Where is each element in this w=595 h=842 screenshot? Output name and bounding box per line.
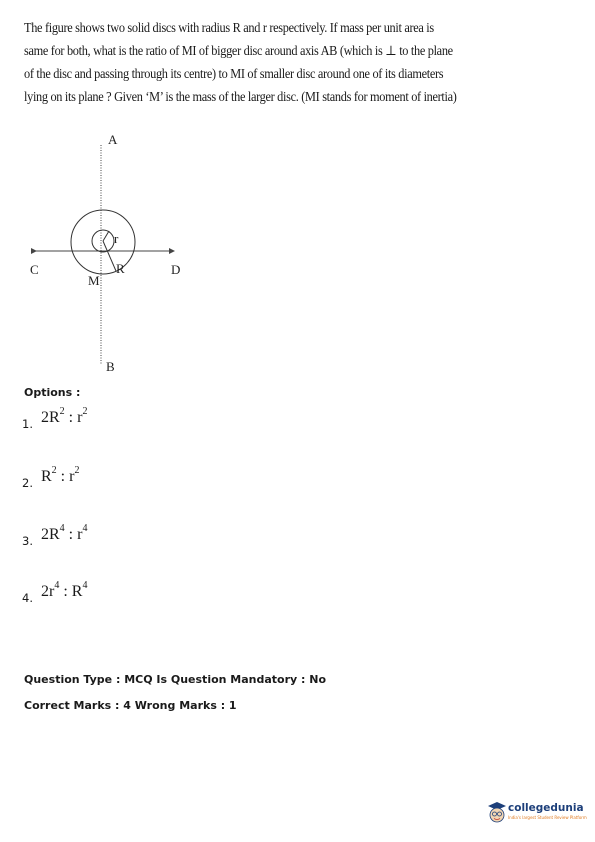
options-title: Options :: [24, 386, 81, 399]
mascot-icon: [486, 800, 508, 826]
disc-figure: [0, 0, 595, 400]
option-number: 2.: [22, 476, 33, 490]
logo-name: collegedunia: [508, 802, 584, 814]
option-number: 3.: [22, 534, 33, 548]
question-meta-type: Question Type : MCQ Is Question Mandatory : No: [24, 673, 327, 686]
label-r-small: r: [114, 231, 119, 246]
collegedunia-logo: [486, 800, 586, 826]
option-2[interactable]: [22, 465, 80, 490]
label-c: C: [30, 262, 39, 277]
question-meta-marks: Correct Marks : 4 Wrong Marks : 1: [24, 699, 237, 712]
option-3[interactable]: [22, 523, 88, 548]
option-expression: $2r^4$ : $R^4$: [40, 580, 88, 600]
label-m: M: [88, 273, 100, 288]
label-r-big: R: [116, 261, 125, 276]
radius-r-line: [103, 231, 109, 241]
option-4[interactable]: [22, 580, 88, 605]
question-line: same for both, what is the ratio of MI of bigger disc around axis AB (which is ⊥ to the plane: [24, 43, 453, 58]
question-line: lying on its plane ? Given ‘M’ is the mass of the larger disc. (MI stands for moment of inertia): [24, 89, 457, 104]
option-expression: $R^2$ : $r^2$: [40, 465, 80, 485]
option-number: 1.: [22, 417, 33, 431]
label-b: B: [106, 359, 115, 374]
label-a: A: [108, 132, 118, 147]
logo-tagline: India's largest Student Review Platform: [508, 815, 587, 820]
option-1[interactable]: [22, 406, 88, 431]
question-line: of the disc and passing through its centre) to MI of smaller disc around one of its diameters: [24, 66, 444, 81]
question-line: The figure shows two solid discs with radius R and r respectively. If mass per unit area is: [24, 20, 434, 35]
option-expression: $2R^4$ : $r^4$: [40, 523, 88, 543]
label-d: D: [171, 262, 181, 277]
option-expression: $2R^2$ : $r^2$: [40, 406, 88, 426]
option-number: 4.: [22, 591, 33, 605]
